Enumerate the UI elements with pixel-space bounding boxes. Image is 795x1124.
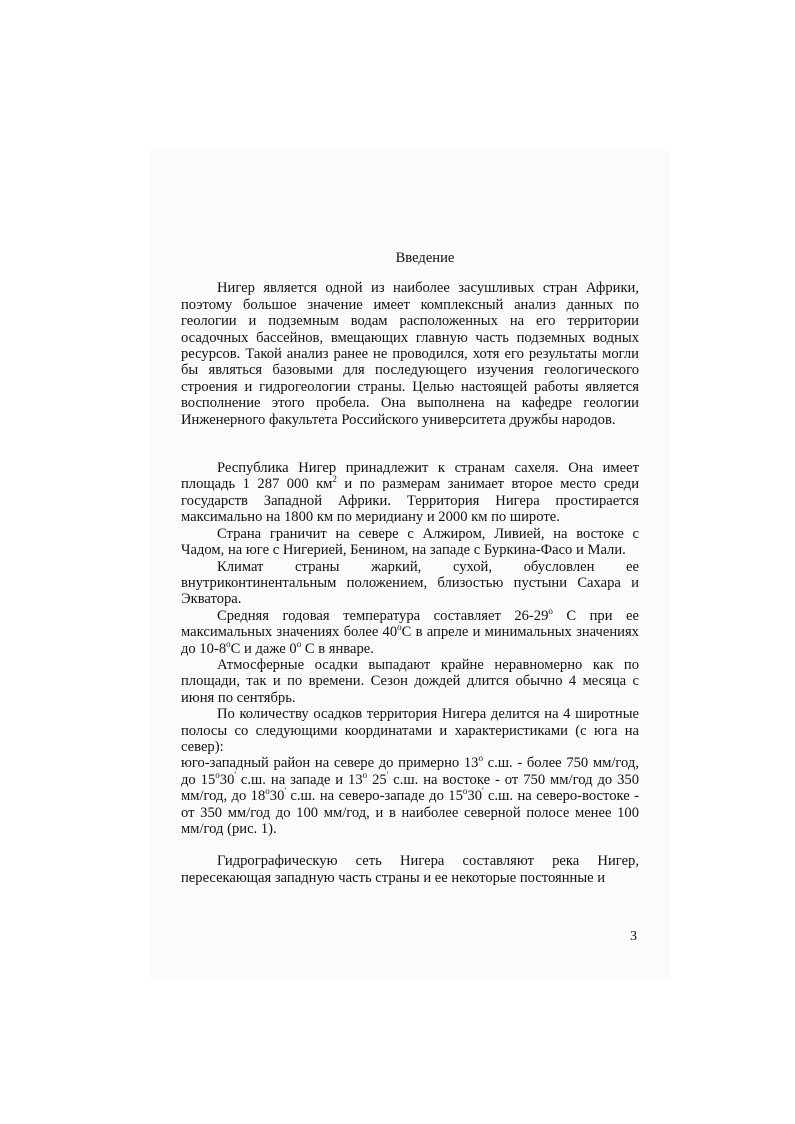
zones-sup-6: о — [265, 786, 270, 797]
temp-sup-2: о — [397, 622, 402, 633]
zones-text-b: с.ш. - более 750 мм/год, до 15 — [181, 755, 639, 788]
zones-text-g: 30 — [269, 788, 285, 805]
zones-text-a: юго-западный район на севере до примерно 13 — [181, 755, 479, 772]
hydrography-paragraph: Гидрографическую сеть Нигера составляют река Нигер, пересекающая западную часть страны и ее некоторые постоянные и — [181, 853, 639, 886]
zones-text-f: с.ш. на востоке - от 750 мм/год до 350 мм/год, до 18 — [181, 771, 640, 805]
precipitation-paragraph: Атмосферные осадки выпадают крайне неравномерно как по площади, так и по времени. Сезон дождей длится обычно 4 месяца с июня по сентябрь. — [181, 656, 639, 706]
temp-sup-4: о — [296, 638, 302, 649]
temp-text-a: Средняя годовая температура составляет 26-29 — [217, 607, 549, 624]
zones-sup-5: ' — [386, 769, 389, 780]
page-number: 3 — [630, 929, 637, 944]
zones-text-j: с.ш. на северо-востоке - от 350 мм/год до 100 мм/год, и в наиболее северной полосе менее 100 мм/год (рис. 1). — [181, 788, 639, 837]
temp-text-c: С в апреле и минимальных значениях до 10-8 — [181, 624, 639, 657]
zones-text-c: 30 — [219, 771, 235, 788]
zones-sup-2: о — [215, 769, 220, 780]
area-sup: 2 — [332, 474, 337, 485]
temp-text-d: С и даже 0 — [230, 640, 297, 657]
temperature-paragraph — [181, 605, 639, 657]
zones-paragraph — [181, 755, 639, 837]
climate-paragraph: Климат страны жаркий, сухой, обусловлен ее внутриконтинентальным положением, близостью пустыни Сахара и Экватора. — [181, 558, 639, 608]
area-paragraph — [181, 460, 639, 526]
area-text-b: и по размерам занимает второе место среди государств Западной Африки. Территория Нигера простирается максимально на 1800 км по меридиану и 2000 км по широте. — [181, 476, 639, 526]
section-title: Введение — [395, 250, 455, 266]
borders-paragraph: Страна граничит на севере с Алжиром, Ливией, на востоке с Чадом, на юге с Нигерией, Бенином, на западе с Буркина-Фасо и Мали. — [181, 525, 639, 559]
document-body — [181, 250, 639, 886]
zones-intro-paragraph: По количеству осадков территория Нигера делится на 4 широтные полосы со следующими координатами и характеристиками (с юга на север): — [181, 706, 639, 755]
intro-paragraph: Нигер является одной из наиболее засушливых стран Африки, поэтому большое значение имеет комплексный анализ данных по геологии и подземным водам расположенных на его территории осадочных бассейнов, вмещающих главную часть подземных водных ресурсов. Такой анализ ранее не проводился, хотя его результаты могли бы являться базовыми для последующего изучения геологического строения и гидрогеологии страны. Целью настоящей работы является восполнение этого пробела. Она выполнена на кафедре геологии Инженерного факультета Российского университета дружбы народов. — [181, 280, 639, 428]
zones-sup-1: о — [478, 753, 483, 764]
temp-sup-1: о — [548, 605, 553, 616]
zones-sup-8: о — [462, 786, 468, 797]
zones-sup-4: о — [362, 769, 368, 780]
temp-text-e: С в январе. — [301, 640, 374, 657]
temp-sup-3: о — [226, 638, 231, 649]
zones-text-e: 25 — [367, 771, 387, 788]
temp-text-b: С при ее максимальных значениях более 40 — [181, 607, 639, 641]
zones-sup-3: ' — [234, 769, 236, 780]
zones-sup-9: ' — [481, 786, 484, 797]
zones-sup-7: ' — [284, 786, 286, 797]
zones-text-h: с.ш. на северо-западе до 15 — [286, 788, 463, 805]
zones-text-i: 30 — [467, 788, 482, 805]
zones-text-d: с.ш. на западе и 13 — [235, 771, 363, 788]
area-text-a: Республика Нигер принадлежит к странам сахеля. Она имеет площадь 1 287 000 км — [181, 460, 639, 493]
